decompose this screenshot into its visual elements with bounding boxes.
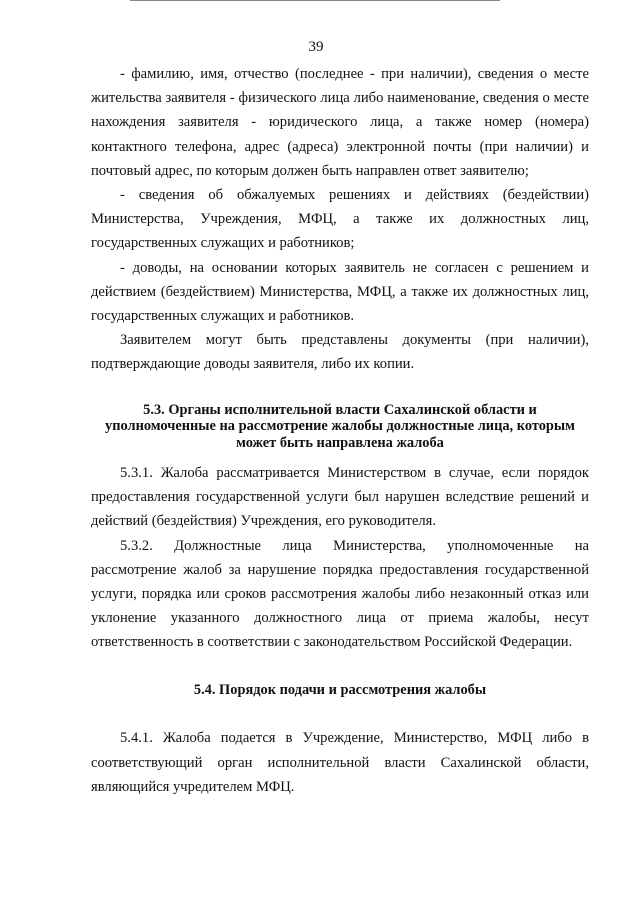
page-number: 39 <box>308 39 324 55</box>
paragraph-5-3-1: 5.3.1. Жалоба рассматривается Министерством в случае, если порядок предоставления государственной услуги был нарушен вследствие решений и действий (бездействия) Учреждения, его руководителя. <box>91 465 589 530</box>
paragraph-appealed-decisions: - сведения об обжалуемых решениях и действиях (бездействии) Министерства, Учреждения, МФЦ, а также их должностных лиц, государственных служащих и работников; <box>91 187 589 252</box>
paragraph-documents: Заявителем могут быть представлены документы (при наличии), подтверждающие доводы заявителя, либо их копии. <box>91 332 589 373</box>
paragraph-applicant-details: - фамилию, имя, отчество (последнее - при наличии), сведения о месте жительства заявителя - физического лица либо наименование, сведения о месте нахождения заявителя - юридического лица, а также номер (номера) контактного телефона, адрес (адреса) электронной почты (при наличии) и почтовый адрес, по которым должен быть направлен ответ заявителю; <box>91 66 589 179</box>
section-heading-5-3: 5.3. Органы исполнительной власти Сахалинской области и уполномоченные на рассмотрение жалобы должностные лица, которым может быть направлена жалоба <box>105 401 575 452</box>
page-content <box>91 62 589 799</box>
paragraph-5-3-2: 5.3.2. Должностные лица Министерства, уполномоченные на рассмотрение жалоб за нарушение порядка предоставления государственной услуги, порядка или сроков рассмотрения жалобы либо незаконный отказ или уклонение указанного должностного лица от приема жалобы, несут ответственность в соответствии с законодательством Российской Федерации. <box>91 537 589 651</box>
paragraph-5-4-1: 5.4.1. Жалоба подается в Учреждение, Министерство, МФЦ либо в соответствующий орган исполнительной власти Сахалинской области, являющийся учредителем МФЦ. <box>91 730 589 795</box>
section-heading-5-4: 5.4. Порядок подачи и рассмотрения жалобы <box>193 681 487 698</box>
scan-edge-line <box>130 0 500 1</box>
paragraph-arguments: - доводы, на основании которых заявитель не согласен с решением и действием (бездействием) Министерства, МФЦ, а также их должностных лиц, государственных служащих и работников. <box>91 259 589 325</box>
